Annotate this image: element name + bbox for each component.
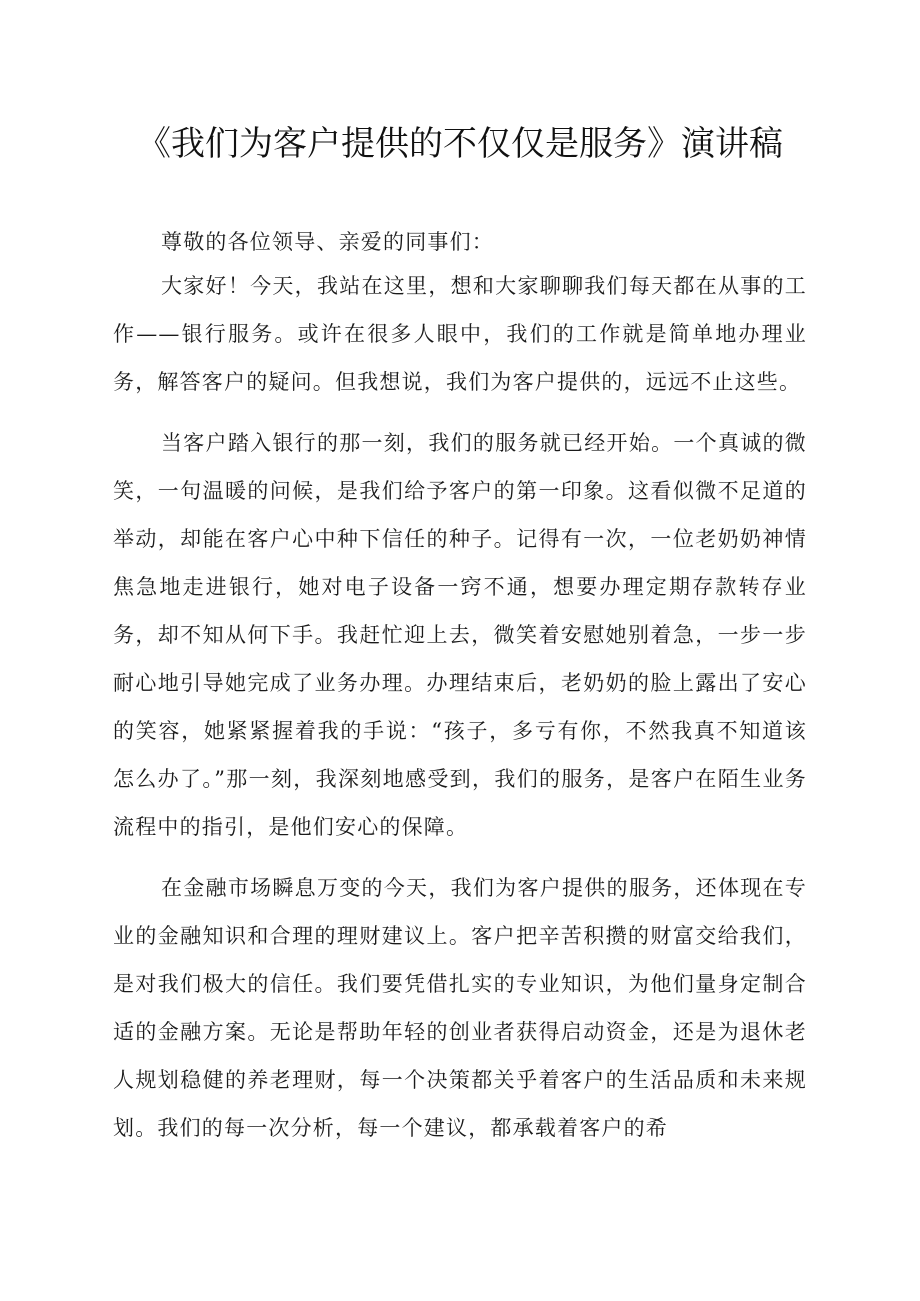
paragraph-professional-advice: 在金融市场瞬息万变的今天，我们为客户提供的服务，还体现在专业的金融知识和合理的理财建议上。客户把辛苦积攒的财富交给我们，是对我们极大的信任。我们要凭借扎实的专业知识，为他们量身定制合适的金融方案。无论是帮助年轻的创业者获得启动资金，还是为退休老人规划稳健的养老理财，每一个决策都关乎着客户的生活品质和未来规划。我们的每一次分析，每一个建议，都承载着客户的希 <box>113 876 807 1140</box>
salutation: 尊敬的各位领导、亲爱的同事们： <box>161 230 494 254</box>
document-title: 《我们为客户提供的不仅仅是服务》演讲稿 <box>137 124 783 164</box>
document-body <box>113 222 807 1165</box>
paragraph-greeting: 大家好！今天，我站在这里，想和大家聊聊我们每天都在从事的工作——银行服务。或许在很多人眼中，我们的工作就是简单地办理业务，解答客户的疑问。但我想说，我们为客户提供的，远远不止这些。 <box>113 274 807 394</box>
paragraph-service-story: 当客户踏入银行的那一刻，我们的服务就已经开始。一个真诚的微笑，一句温暖的问候，是我们给予客户的第一印象。这看似微不足道的举动，却能在客户心中种下信任的种子。记得有一次，一位老奶奶神情焦急地走进银行，她对电子设备一窍不通，想要办理定期存款转存业务，却不知从何下手。我赶忙迎上去，微笑着安慰她别着急，一步一步耐心地引导她完成了业务办理。办理结束后，老奶奶的脸上露出了安心的笑容，她紧紧握着我的手说：“孩子，多亏有你，不然我真不知道该怎么办了。”那一刻，我深刻地感受到，我们的服务，是客户在陌生业务流程中的指引，是他们安心的保障。 <box>113 431 807 839</box>
